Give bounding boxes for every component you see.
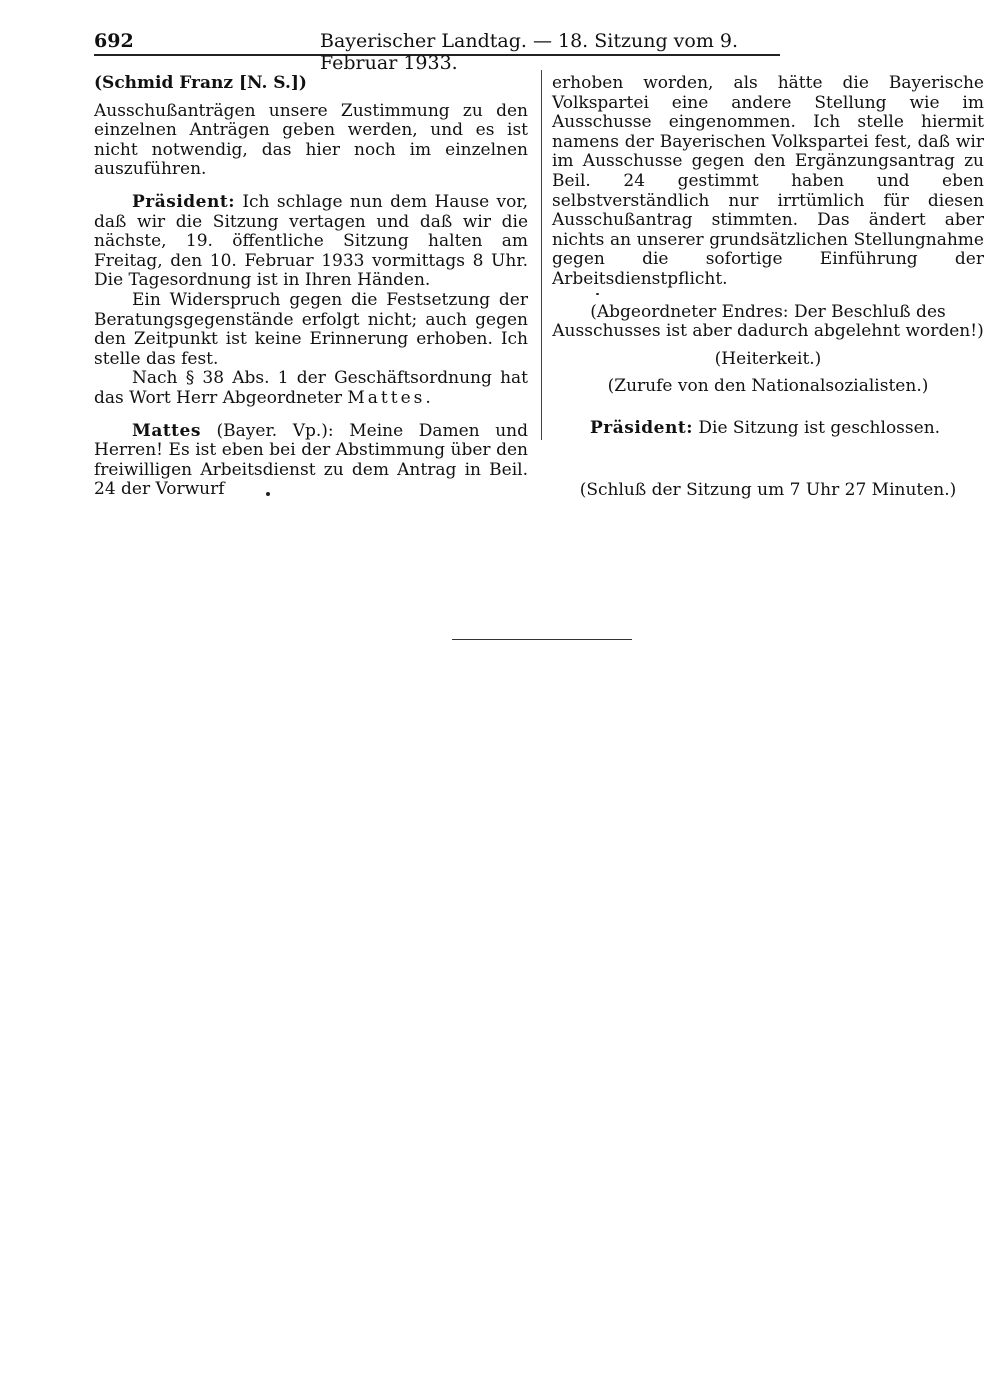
- speaker-name: Präsident:: [590, 417, 693, 438]
- interjection: (Abgeordneter Endres: Der Beschluß des Ausschusses ist aber dadurch abgelehnt worden!): [552, 301, 984, 342]
- ink-speck: [266, 492, 270, 496]
- page-number: 692: [94, 30, 134, 52]
- page-header: [94, 28, 780, 74]
- column-divider: [541, 70, 542, 440]
- president-speech: [94, 193, 528, 291]
- speaker-name: Präsident:: [132, 191, 235, 212]
- closing-note: (Schluß der Sitzung um 7 Uhr 27 Minuten.): [579, 479, 957, 500]
- president-closing: [552, 419, 984, 439]
- mattes-speech: [94, 422, 528, 500]
- left-column: [94, 74, 528, 500]
- speech-text: Ich schlage nun dem Hause vor, daß wir die Sitzung vertagen und daß wir die nächste, 19. öffentliche Sitzung halten am Freitag, den 10. Februar 1933 vormittags 8 Uhr. Die Tagesordnung ist in Ihren Händen.: [94, 191, 528, 291]
- shouts-note: (Zurufe von den Nationalsozialisten.): [607, 376, 929, 397]
- paragraph-text: Nach § 38 Abs. 1 der Geschäftsordnung hat das Wort Herr Abgeordneter: [94, 368, 528, 408]
- speaker-reference: Mattes: [347, 387, 426, 408]
- speech-text: Die Sitzung ist geschlossen.: [692, 417, 941, 438]
- speech-text: (Bayer. Vp.): Meine Damen und Herren! Es ist eben bei der Abstimmung über den freiwilligen Arbeitsdienst zu dem Antrag in Beil. 24 der Vorwurf: [94, 420, 528, 500]
- right-column: [552, 74, 984, 500]
- continuation-speaker: [94, 74, 528, 94]
- laughter-note: (Heiterkeit.): [714, 348, 822, 369]
- continuation-speaker-label: (Schmid Franz [N. S.]): [94, 73, 307, 93]
- running-title: Bayerischer Landtag. — 18. Sitzung vom 9. Februar 1933.: [320, 30, 739, 74]
- end-rule: [452, 639, 632, 640]
- speaker-name: Mattes: [132, 420, 201, 441]
- ink-speck: [596, 293, 599, 295]
- paragraph: Ausschußanträgen unsere Zustimmung zu den einzelnen Anträgen geben werden, und es ist nicht notwendig, das hier noch im einzelnen auszuführen.: [94, 100, 528, 180]
- paragraph: [94, 369, 528, 408]
- paragraph: Ein Widerspruch gegen die Festsetzung der Beratungsgegenstände erfolgt nicht; auch gegen den Zeitpunkt ist keine Erinnerung erhoben. Ich stelle das fest.: [94, 289, 528, 369]
- paragraph-end: .: [425, 387, 431, 408]
- paragraph: erhoben worden, als hätte die Bayerische Volkspartei eine andere Stellung wie im Ausschusse eingenommen. Ich stelle hiermit namens der Bayerischen Volkspartei fest, daß wir im Ausschusse gegen den Ergänzungsantrag zu Beil. 24 gestimmt haben und eben selbstverständlich nur irrtümlich für diesen Ausschußantrag stimmten. Das ändert aber nichts an unserer grundsätzlichen Stellungnahme gegen die sofortige Einführung der Arbeitsdienstpflicht.: [552, 73, 984, 289]
